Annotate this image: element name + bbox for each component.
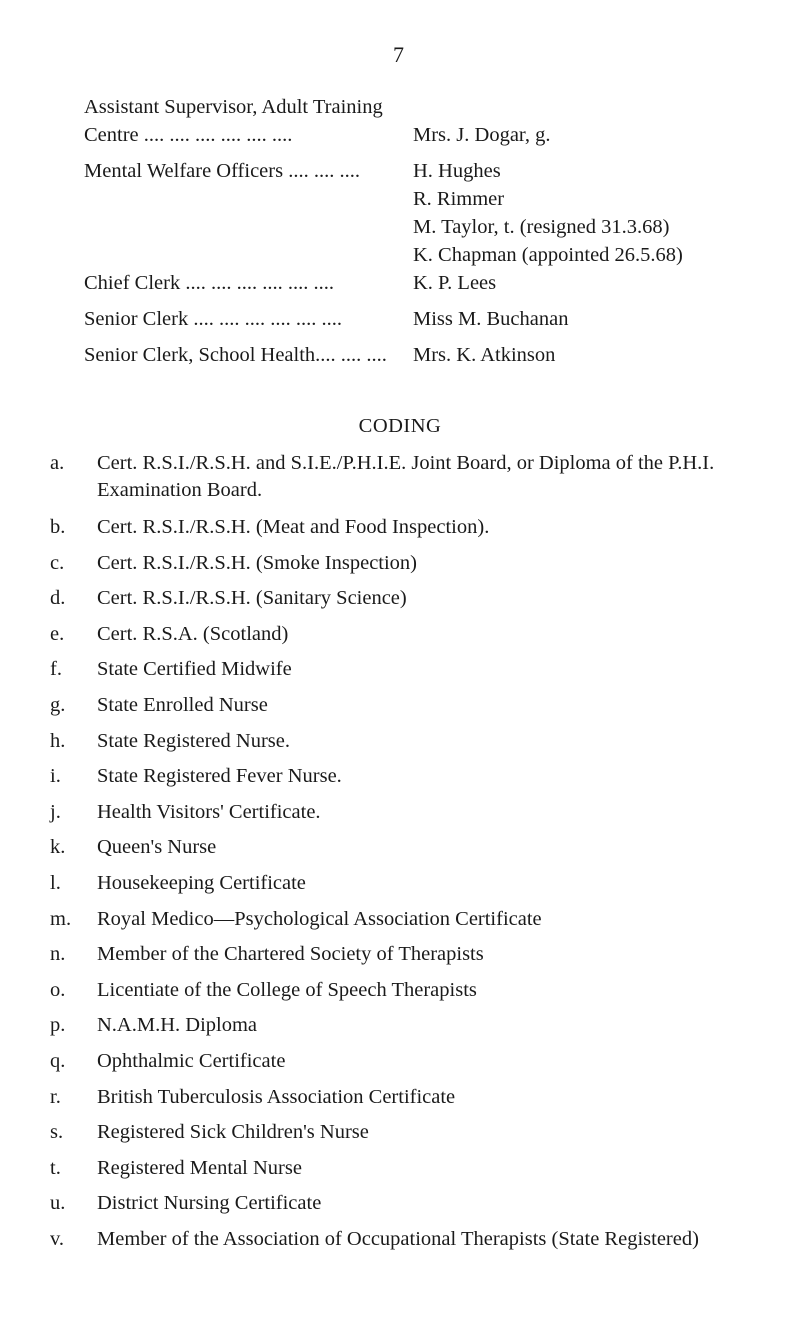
staff-holder: Mrs. K. Atkinson (413, 344, 556, 366)
coding-item (50, 1012, 790, 1039)
staff-role: Centre .... .... .... .... .... .... (84, 124, 293, 146)
coding-description: District Nursing Certificate (97, 1192, 322, 1215)
coding-letter: l. (50, 871, 61, 894)
coding-letter: j. (50, 800, 61, 823)
staff-holder: K. P. Lees (413, 272, 497, 294)
coding-description: Health Visitors' Certificate. (97, 800, 321, 823)
coding-description: Registered Mental Nurse (97, 1156, 302, 1179)
coding-item (50, 1226, 790, 1253)
coding-description: Housekeeping Certificate (97, 871, 306, 894)
coding-list (50, 450, 790, 1261)
coding-letter: q. (50, 1049, 66, 1072)
coding-item (50, 728, 790, 755)
staff-entry-assistant-supervisor (84, 93, 784, 149)
coding-letter: c. (50, 551, 65, 574)
coding-item (50, 514, 790, 541)
staff-holder: K. Chapman (appointed 26.5.68) (413, 244, 683, 266)
coding-item (50, 834, 790, 861)
staff-holder: Mrs. J. Dogar, g. (413, 124, 551, 146)
coding-description: State Registered Nurse. (97, 729, 290, 752)
coding-letter: a. (50, 452, 65, 474)
page-number: 7 (393, 42, 404, 67)
staff-entry-mental-welfare-officers (84, 157, 784, 269)
coding-letter: o. (50, 978, 66, 1001)
coding-item (50, 450, 790, 504)
coding-description: Cert. R.S.I./R.S.H. and S.I.E./P.H.I.E. Joint Board, or Diploma of the P.H.I. Examination Board. (97, 452, 715, 501)
coding-item (50, 621, 790, 648)
coding-letter: f. (50, 658, 62, 681)
coding-item (50, 763, 790, 790)
coding-description: British Tuberculosis Association Certificate (97, 1085, 456, 1108)
coding-letter: v. (50, 1227, 65, 1250)
coding-letter: d. (50, 587, 66, 610)
coding-item (50, 1155, 790, 1182)
coding-description: State Registered Fever Nurse. (97, 765, 342, 788)
coding-item (50, 870, 790, 897)
coding-letter: t. (50, 1156, 61, 1179)
staff-role: Assistant Supervisor, Adult Training (84, 96, 383, 118)
coding-letter: m. (50, 907, 72, 930)
coding-description: State Certified Midwife (97, 658, 292, 681)
staff-holder: M. Taylor, t. (resigned 31.3.68) (413, 216, 670, 238)
coding-description: Ophthalmic Certificate (97, 1049, 286, 1072)
coding-item (50, 1048, 790, 1075)
coding-item (50, 1119, 790, 1146)
staff-role: Senior Clerk .... .... .... .... .... .... (84, 308, 342, 330)
staff-list (84, 93, 784, 369)
coding-item (50, 656, 790, 683)
coding-letter: k. (50, 836, 66, 859)
coding-letter: p. (50, 1014, 66, 1037)
staff-holder: Miss M. Buchanan (413, 308, 569, 330)
coding-letter: r. (50, 1085, 61, 1108)
coding-description: Queen's Nurse (97, 836, 217, 859)
coding-description: Royal Medico—Psychological Association Certificate (97, 907, 542, 930)
coding-description: State Enrolled Nurse (97, 693, 268, 716)
staff-entry-chief-clerk (84, 269, 784, 297)
coding-item (50, 585, 790, 612)
staff-role: Senior Clerk, School Health.... .... .... (84, 344, 387, 366)
coding-letter: h. (50, 729, 66, 752)
coding-description: Registered Sick Children's Nurse (97, 1121, 369, 1144)
coding-item (50, 1190, 790, 1217)
coding-letter: b. (50, 516, 66, 538)
coding-description: Cert. R.S.I./R.S.H. (Smoke Inspection) (97, 551, 418, 574)
coding-letter: e. (50, 622, 65, 645)
staff-role: Mental Welfare Officers .... .... .... (84, 160, 360, 182)
staff-holder: H. Hughes (413, 160, 501, 182)
coding-item (50, 550, 790, 577)
coding-letter: u. (50, 1192, 66, 1215)
coding-letter: i. (50, 765, 61, 788)
staff-entry-senior-clerk-school-health (84, 341, 784, 369)
coding-description: Member of the Association of Occupational Therapists (State Registered) (97, 1227, 699, 1250)
coding-description: N.A.M.H. Diploma (97, 1014, 258, 1037)
coding-item (50, 692, 790, 719)
coding-description: Licentiate of the College of Speech Therapists (97, 978, 477, 1001)
coding-item (50, 977, 790, 1004)
coding-item (50, 799, 790, 826)
staff-holder: R. Rimmer (413, 188, 505, 210)
coding-letter: n. (50, 943, 66, 966)
coding-letter: s. (50, 1121, 64, 1144)
coding-description: Cert. R.S.I./R.S.H. (Sanitary Science) (97, 587, 407, 610)
coding-item (50, 941, 790, 968)
staff-role: Chief Clerk .... .... .... .... .... .... (84, 272, 334, 294)
coding-description: Member of the Chartered Society of Therapists (97, 943, 484, 966)
coding-description: Cert. R.S.A. (Scotland) (97, 622, 289, 645)
coding-item (50, 1084, 790, 1111)
coding-item (50, 906, 790, 933)
coding-description: Cert. R.S.I./R.S.H. (Meat and Food Inspection). (97, 516, 490, 538)
staff-entry-senior-clerk (84, 305, 784, 333)
coding-heading: CODING (358, 415, 442, 437)
coding-letter: g. (50, 693, 66, 716)
